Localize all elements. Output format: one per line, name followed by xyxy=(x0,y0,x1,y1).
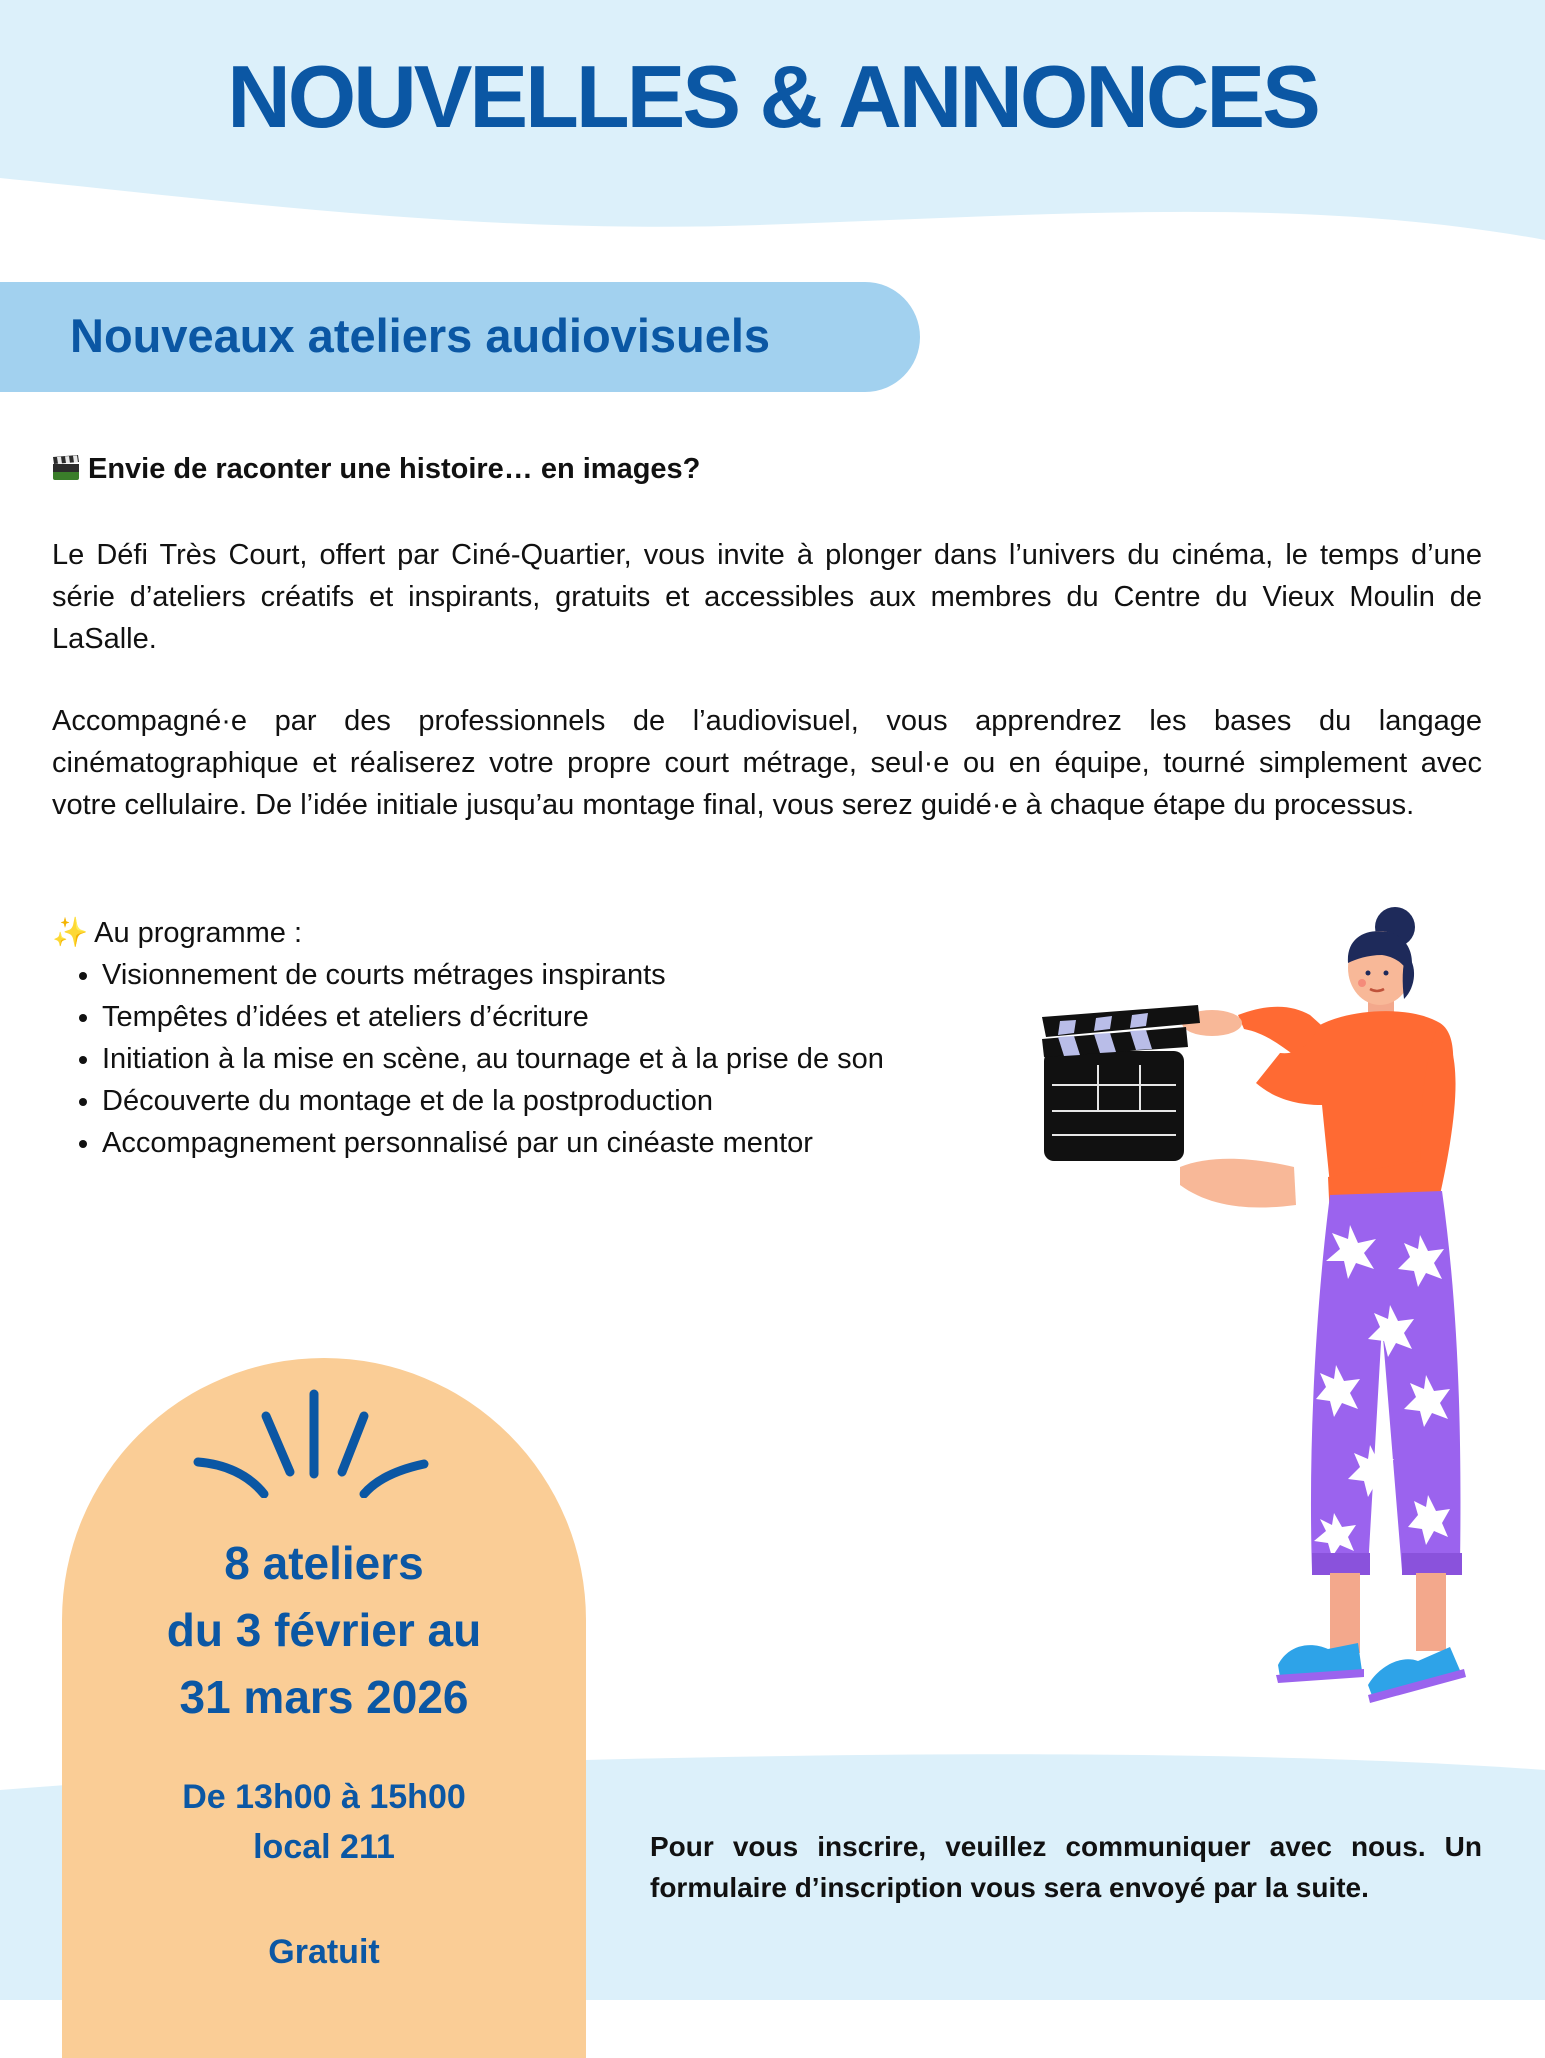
program-label-text: Au programme : xyxy=(94,917,303,949)
intro-paragraph-2: Accompagné·e par des professionnels de l’audiovisuel, vous apprendrez les bases du langage cinématographique et réaliserez votre propre court métrage, seul·e ou en équipe, tourné simplement avec votre cellulaire. De l’idée initiale jusqu’au montage final, vous serez guidé·e à chaque étape du processus. xyxy=(52,705,1482,821)
list-item: • Découverte du montage et de la postproduction xyxy=(102,1080,905,1122)
signup-instructions: Pour vous inscrire, veuillez communiquer avec nous. Un formulaire d’inscription vous sera envoyé par la suite. xyxy=(650,1831,1482,1903)
event-dates xyxy=(62,1530,586,1731)
intro-lead xyxy=(52,448,1482,490)
intro-paragraph-1: Le Défi Très Court, offert par Ciné-Quartier, vous invite à plonger dans l’univers du cinéma, le temps d’une série d’ateliers créatifs et inspirants, gratuits et accessibles aux membres du Centre du Vieux Moulin de LaSalle. xyxy=(52,539,1482,655)
event-count: 8 ateliers xyxy=(224,1537,424,1589)
clapperboard-icon xyxy=(52,455,80,481)
event-schedule xyxy=(62,1772,586,1872)
program-list xyxy=(52,954,905,1164)
list-item: • Tempêtes d’idées et ateliers d’écriture xyxy=(102,996,905,1038)
list-item: • Accompagnement personnalisé par un cinéaste mentor xyxy=(102,1122,905,1164)
list-item: • Initiation à la mise en scène, au tournage et à la prise de son xyxy=(102,1038,905,1080)
event-time: De 13h00 à 15h00 xyxy=(182,1778,466,1816)
section-heading-banner xyxy=(0,282,920,392)
sparkles-icon: ✨ xyxy=(52,917,89,949)
woman-with-clapperboard-illustration xyxy=(1030,905,1500,1705)
section-heading: Nouveaux ateliers audiovisuels xyxy=(70,309,771,362)
event-price: Gratuit xyxy=(268,1933,380,1971)
burst-icon xyxy=(174,1388,434,1498)
list-item: • Visionnement de courts métrages inspirants xyxy=(102,954,905,996)
page-title: NOUVELLES & ANNONCES xyxy=(227,47,1318,146)
event-date-range-end: 31 mars 2026 xyxy=(179,1671,469,1723)
intro-lead-text: Envie de raconter une histoire… en images? xyxy=(88,453,701,485)
event-info-card xyxy=(62,1358,586,2058)
event-room: local 211 xyxy=(253,1828,395,1866)
event-date-range-start: du 3 février au xyxy=(166,1604,482,1656)
